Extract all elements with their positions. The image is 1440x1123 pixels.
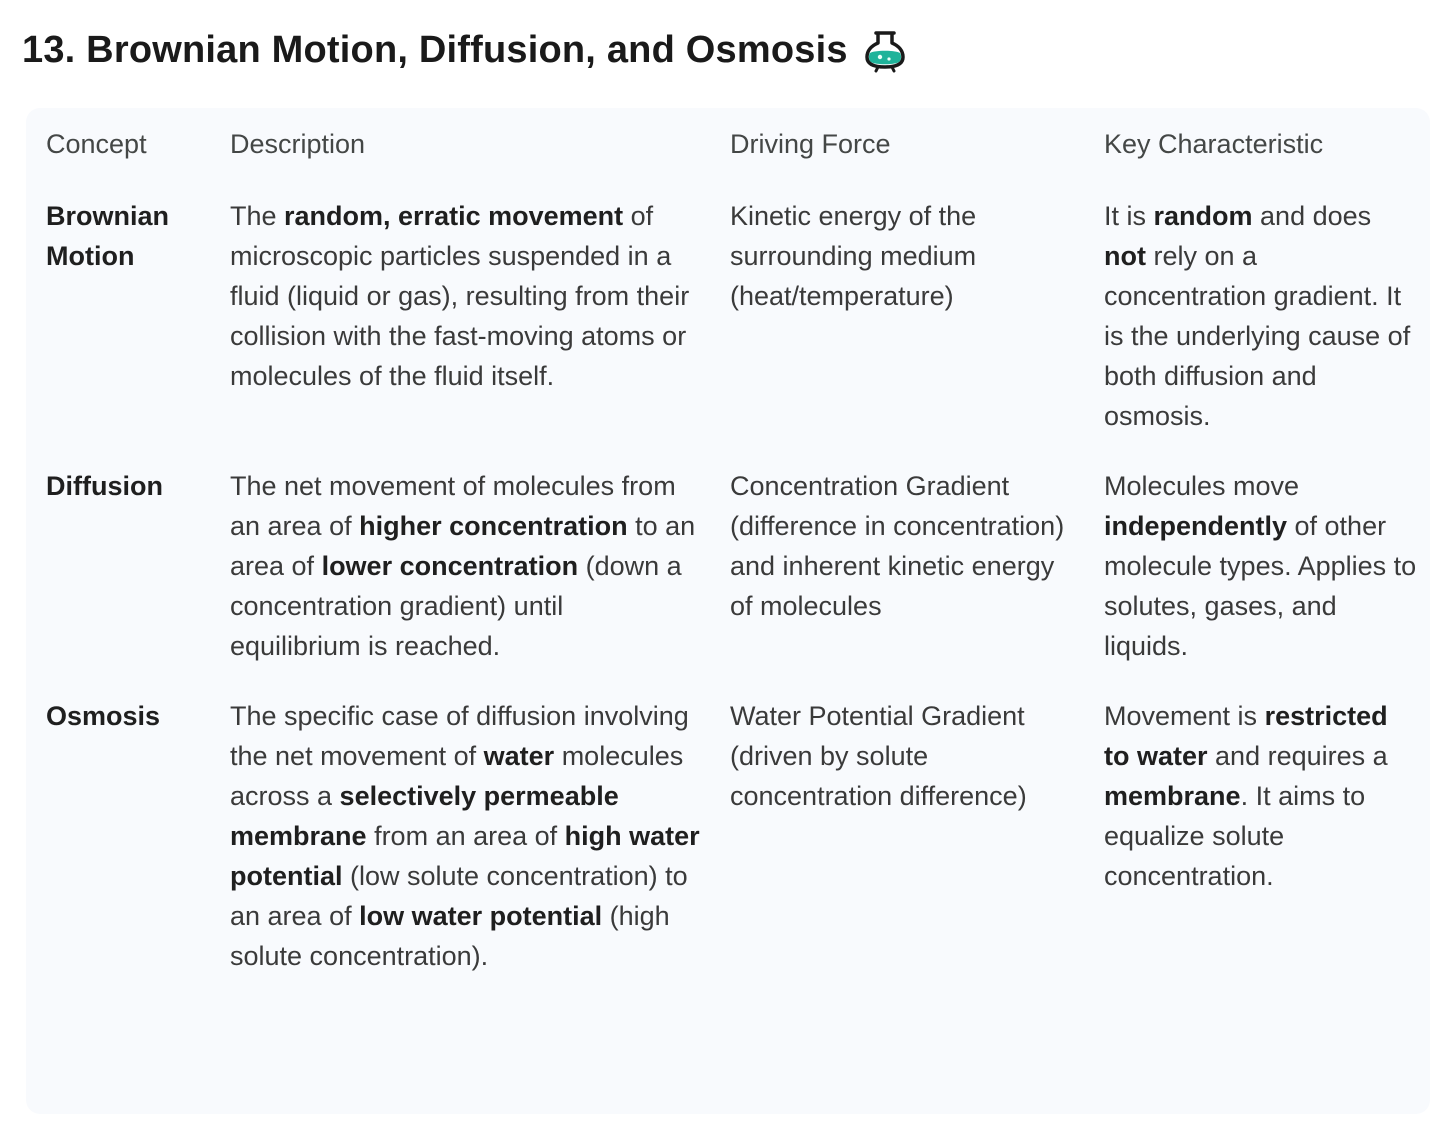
concept-cell: Brownian Motion: [46, 201, 170, 271]
bold-text-run: high water potential: [230, 821, 700, 891]
bold-text-run: independently: [1104, 511, 1288, 541]
description-cell: [210, 456, 710, 686]
concept-table-card: [26, 108, 1430, 1114]
bold-text-run: lower concentration: [321, 551, 579, 581]
header-description: Description: [230, 129, 366, 159]
text-run: to an area of: [230, 511, 696, 581]
text-run: Water Potential Gradient (driven by solute concentration difference): [730, 701, 1027, 811]
text-run: . It aims to equalize solute concentration.: [1104, 781, 1366, 891]
key-characteristic-cell: [1084, 186, 1430, 456]
text-run: from an area of: [366, 821, 565, 851]
text-run: The: [230, 201, 285, 231]
text-run: of other molecule types. Applies to solutes, gases, and liquids.: [1104, 511, 1417, 661]
bold-text-run: restricted to water: [1104, 701, 1388, 771]
driving-force-cell: [710, 686, 1084, 996]
text-run: The specific case of diffusion involving the net movement of: [230, 701, 689, 771]
bold-text-run: low water potential: [359, 901, 603, 931]
text-run: and requires a: [1207, 741, 1388, 771]
table-header-row: [26, 108, 1430, 186]
text-run: Molecules move: [1104, 471, 1300, 501]
header-key-characteristic: Key Characteristic: [1104, 129, 1324, 159]
table-row: [26, 686, 1430, 996]
bold-text-run: selectively permeable membrane: [230, 781, 619, 851]
driving-force-cell: [710, 186, 1084, 456]
flask-icon: [862, 27, 908, 73]
bold-text-run: membrane: [1104, 781, 1241, 811]
key-characteristic-cell: [1084, 686, 1430, 996]
text-run: molecules across a: [230, 741, 684, 811]
text-run: The net movement of molecules from an area of: [230, 471, 676, 541]
text-run: and does: [1252, 201, 1372, 231]
key-characteristic-cell: [1084, 456, 1430, 686]
text-run: rely on a concentration gradient. It is the underlying cause of both diffusion and osmosis.: [1104, 241, 1411, 431]
text-run: Concentration Gradient (difference in concentration) and inherent kinetic energy of molecules: [730, 471, 1065, 621]
table-row: [26, 186, 1430, 456]
page-title-text: 13. Brownian Motion, Diffusion, and Osmosis: [22, 28, 848, 71]
text-run: of microscopic particles suspended in a fluid (liquid or gas), resulting from their collision with the fast-moving atoms or molecules of the fluid itself.: [230, 201, 690, 391]
bold-text-run: higher concentration: [359, 511, 628, 541]
header-concept: Concept: [46, 129, 147, 159]
bold-text-run: water: [483, 741, 555, 771]
concept-table: [26, 108, 1430, 996]
text-run: It is: [1104, 201, 1154, 231]
description-cell: [210, 686, 710, 996]
concept-cell: Osmosis: [46, 701, 161, 731]
description-cell: [210, 186, 710, 456]
bold-text-run: random: [1153, 201, 1253, 231]
concept-cell: Diffusion: [46, 471, 163, 501]
text-run: (high solute concentration).: [230, 901, 670, 971]
driving-force-cell: [710, 456, 1084, 686]
header-driving-force: Driving Force: [730, 129, 891, 159]
table-row: [26, 456, 1430, 686]
text-run: (low solute concentration) to an area of: [230, 861, 688, 931]
text-run: (down a concentration gradient) until equilibrium is reached.: [230, 551, 682, 661]
page-title: [22, 24, 908, 76]
bold-text-run: random, erratic movement: [284, 201, 624, 231]
text-run: Movement is: [1104, 701, 1265, 731]
bold-text-run: not: [1104, 241, 1146, 271]
text-run: Kinetic energy of the surrounding medium (heat/temperature): [730, 201, 977, 311]
